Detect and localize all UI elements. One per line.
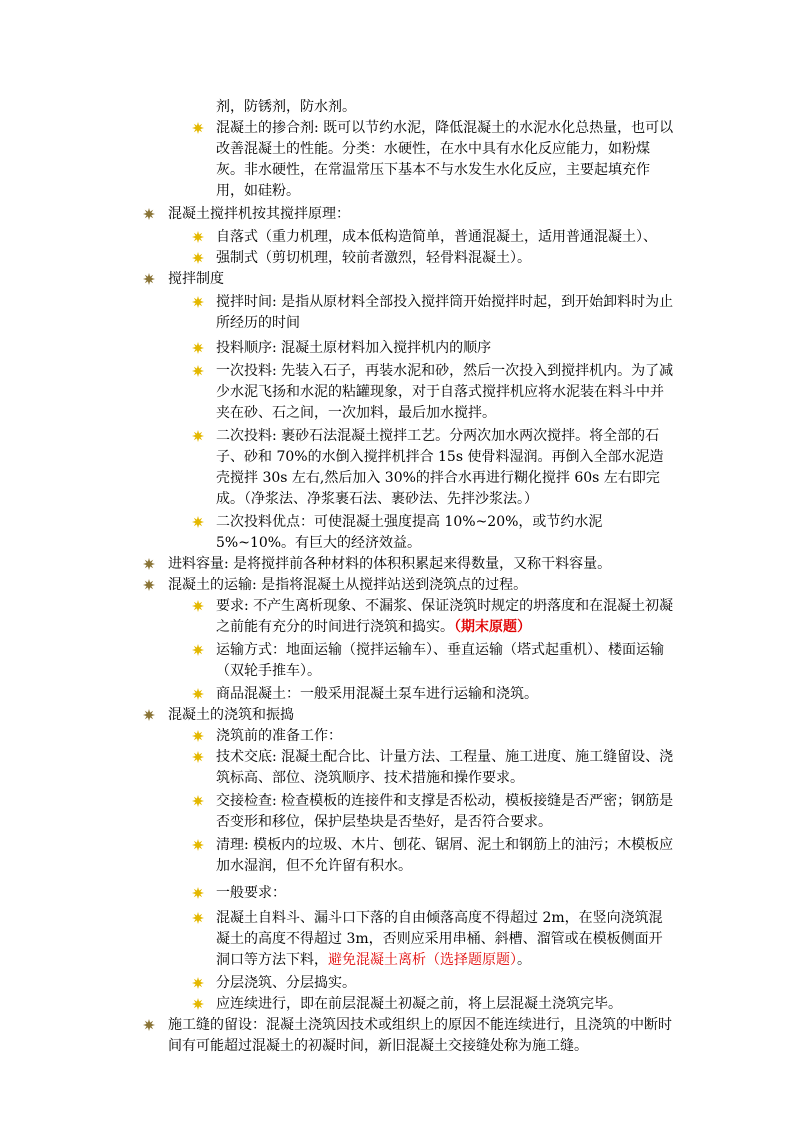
bullet-icon xyxy=(192,730,204,742)
bullet-general-requirements: 一般要求： xyxy=(0,883,674,904)
bullet-icon xyxy=(192,365,204,377)
bullet-icon xyxy=(143,709,155,721)
exam-mark: （期末原题） xyxy=(454,619,531,635)
bullet-icon xyxy=(192,342,204,354)
bullet-icon xyxy=(192,600,204,612)
bullet-icon xyxy=(143,273,155,285)
bullet-icon xyxy=(192,231,204,243)
bullet-icon xyxy=(192,998,204,1010)
paragraph-continued: 剂，防锈剂，防水剂。 xyxy=(216,99,356,115)
heading-feed-capacity: 进料容量: 是将搅拌前各种材料的体积积累起来得数量，又称干料容量。 xyxy=(0,554,672,575)
bullet-feeding-order: 投料顺序: 混凝土原材料加入搅拌机内的顺序 xyxy=(0,338,674,359)
bullet-single-feeding: 一次投料: 先装入石子，再装水泥和砂，然后一次投入到搅拌机内。为了减少水泥飞扬和水泥的粘罐现象，对于自落式搅拌机应将水泥装在料斗中并夹在砂、石之间，一次加料，最后加水搅拌。 xyxy=(0,361,674,424)
bullet-continuous-pouring: 应连续进行，即在前层混凝土初凝之前，将上层混凝土浇筑完毕。 xyxy=(0,994,674,1015)
bullet-layered-pouring: 分层浇筑、分层捣实。 xyxy=(0,973,674,994)
heading-mixing-system: 搅拌制度 xyxy=(0,269,672,290)
bullet-mixing-time: 搅拌时间: 是指从原材料全部投入搅拌筒开始搅拌时起，到开始卸料时为止所经历的时间 xyxy=(0,292,674,334)
bullet-gravity-mixer: 自落式（重力机理，成本低构造简单，普通混凝土，适用普通混凝土）、 xyxy=(0,227,674,248)
bullet-icon xyxy=(192,912,204,924)
heading-construction-joint: 施工缝的留设：混凝土浇筑因技术或组织上的原因不能连续进行，且浇筑的中断时间有可能超过混凝土的初凝时间，新旧混凝土交接缝处称为施工缝。 xyxy=(0,1015,672,1057)
bullet-technical-briefing: 技术交底: 混凝土配合比、计量方法、工程量、施工进度、施工缝留设、浇筑标高、部位、浇筑顺序、技术措施和操作要求。 xyxy=(0,747,674,789)
bullet-icon xyxy=(192,688,204,700)
bullet-preparation: 浇筑前的准备工作： xyxy=(0,726,674,747)
bullet-icon xyxy=(192,122,204,134)
bullet-icon xyxy=(192,977,204,989)
bullet-admixture: 混凝土的掺合剂: 既可以节约水泥，降低混凝土的水泥水化总热量，也可以改善混凝土的性能。分类：水硬性，在水中具有水化反应能力，如粉煤灰。非水硬性，在常温常压下基本不与水发生水化反应，主要起填充作用，如硅粉。 xyxy=(0,118,674,202)
bullet-icon xyxy=(192,430,204,442)
bullet-icon xyxy=(192,644,204,656)
exam-mark: 避免混凝土离析（选择题原题） xyxy=(328,952,517,968)
bullet-icon xyxy=(192,839,204,851)
bullet-forced-mixer: 强制式（剪切机理，较前者激烈，轻骨料混凝土）。 xyxy=(0,248,674,269)
bullet-transport-methods: 运输方式：地面运输（搅拌运输车）、垂直运输（塔式起重机）、楼面运输（双轮手推车）。 xyxy=(0,640,674,682)
heading-pouring: 混凝土的浇筑和振捣 xyxy=(0,705,672,726)
bullet-icon xyxy=(192,516,204,528)
bullet-icon xyxy=(143,579,155,591)
bullet-icon xyxy=(143,208,155,220)
bullet-double-feeding: 二次投料: 裹砂石法混凝土搅拌工艺。分两次加水两次搅拌。将全部的石子、砂和 70%的水倒入搅拌机拌合 15s 使骨料湿润。再倒入全部水泥造壳搅拌 30s 左右,然后加入 30%的拌合水再进行糊化搅拌 60s 左右即完成。（净浆法、净浆裹石法、裹砂法、先拌沙浆法。） xyxy=(0,426,674,510)
bullet-handover-check: 交接检查: 检查模板的连接件和支撑是否松动，模板接缝是否严密；钢筋是否变形和移位，保护层垫块是否垫好，是否符合要求。 xyxy=(0,791,674,833)
bullet-transport-requirements: 要求: 不产生离析现象、不漏浆、保证浇筑时规定的坍落度和在混凝土初凝之前能有充分的时间进行浇筑和捣实。（期末原题） xyxy=(0,596,674,638)
bullet-icon xyxy=(143,1019,155,1031)
bullet-icon xyxy=(192,887,204,899)
heading-mixer-principle: 混凝土搅拌机按其搅拌原理： xyxy=(0,204,672,225)
bullet-cleaning: 清理: 模板内的垃圾、木片、刨花、锯屑、泥土和钢筋上的油污；木模板应加水湿润，但不允许留有积水。 xyxy=(0,835,674,877)
content xyxy=(0,97,794,1057)
bullet-free-fall-height: 混凝土自料斗、漏斗口下落的自由倾落高度不得超过 2m，在竖向浇筑混凝土的高度不得超过 3m，否则应采用串桶、斜槽、溜管或在模板侧面开洞口等方法下料，避免混凝土离析（选择题原题）。 xyxy=(0,908,674,971)
bullet-icon xyxy=(192,795,204,807)
bullet-icon xyxy=(192,751,204,763)
bullet-double-feeding-advantage: 二次投料优点：可使混凝土强度提高 10%~20%，或节约水泥 5%~10%。有巨大的经济效益。 xyxy=(0,512,674,554)
bullet-icon xyxy=(143,558,155,570)
bullet-icon xyxy=(192,296,204,308)
heading-transport: 混凝土的运输: 是指将混凝土从搅拌站送到浇筑点的过程。 xyxy=(0,575,672,596)
bullet-commercial-concrete: 商品混凝土：一般采用混凝土泵车进行运输和浇筑。 xyxy=(0,684,674,705)
bullet-icon xyxy=(192,252,204,264)
